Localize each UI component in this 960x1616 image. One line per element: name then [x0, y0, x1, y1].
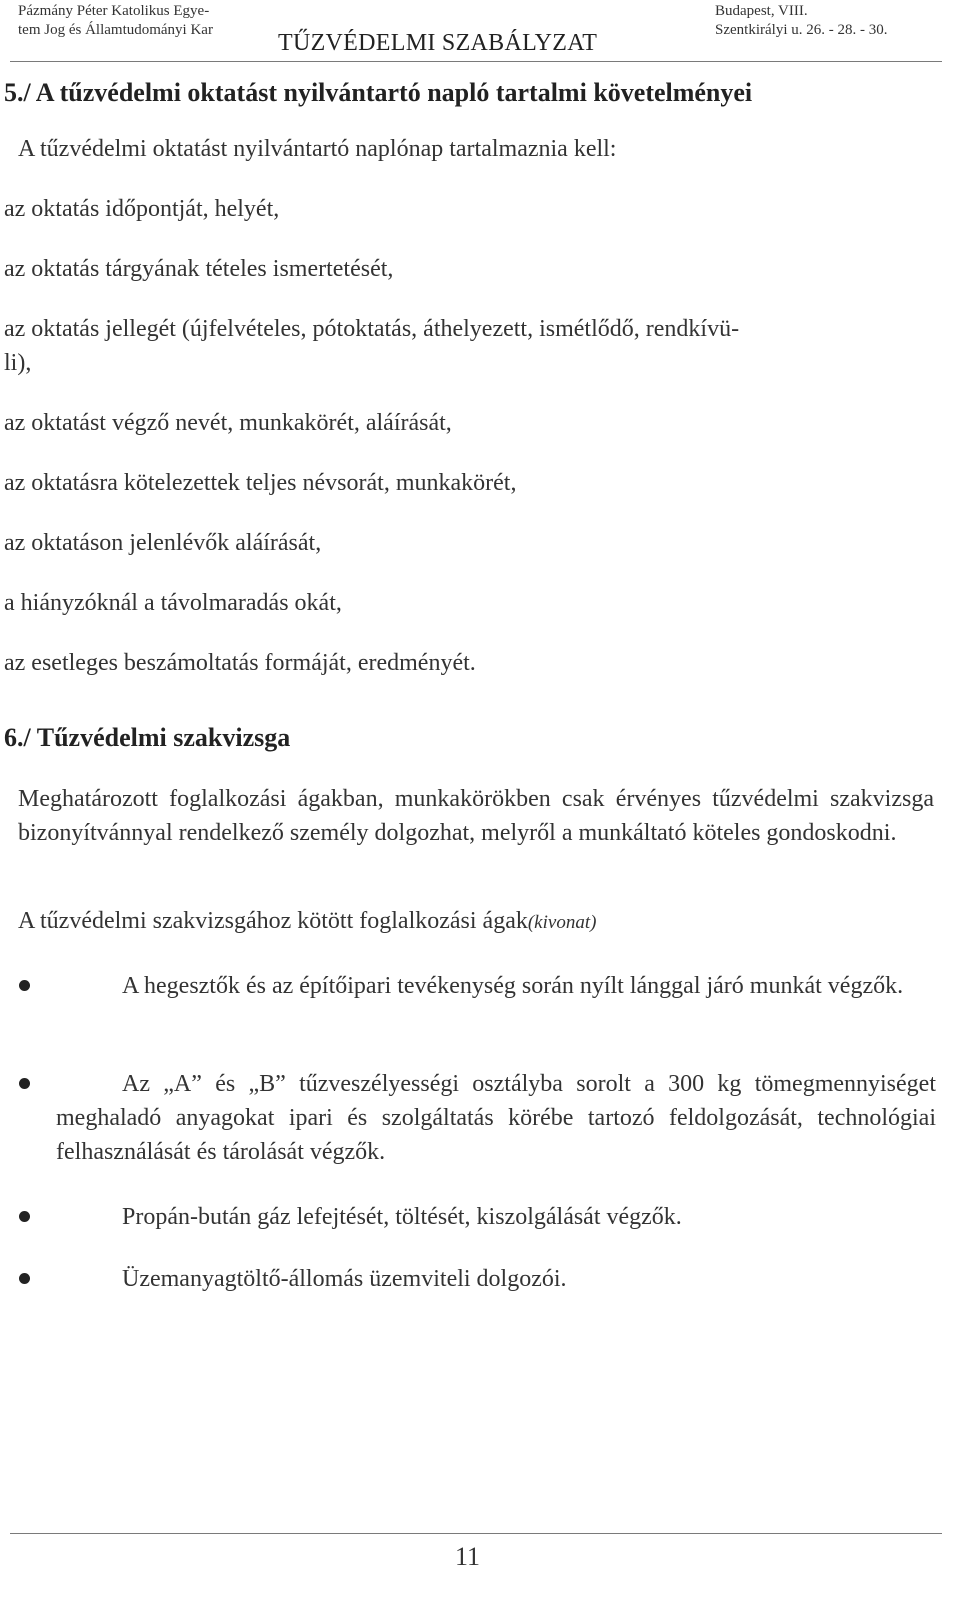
- list-item: az esetleges beszámoltatás formáját, eredményét.: [4, 650, 476, 676]
- list-intro-text: A tűzvédelmi szakvizsgához kötött foglalkozási ágak: [18, 908, 528, 934]
- header-document-title: TŰZVÉDELMI SZABÁLYZAT: [278, 30, 598, 56]
- bullet-item: Propán-bután gáz lefejtését, töltését, kiszolgálását végzők.: [122, 1204, 682, 1230]
- section6-paragraph: Meghatározott foglalkozási ágakban, munkakörökben csak érvényes tűzvédelmi szakvizsga bizonyítvánnyal rendelkező személy dolgozhat, melyről a munkáltató köteles gondoskodni.: [18, 786, 934, 846]
- header-rule: [10, 61, 942, 62]
- bullet-icon: [19, 1273, 30, 1284]
- header-institution-line2: tem Jog és Államtudományi Kar: [18, 22, 213, 38]
- list-item: az oktatást végző nevét, munkakörét, aláírását,: [4, 410, 452, 436]
- list-item: az oktatás jellegét (újfelvételes, pótoktatás, áthelyezett, ismétlődő, rendkívü-: [4, 316, 740, 342]
- bullet-item: A hegesztők és az építőipari tevékenység során nyílt lánggal járó munkát végzők.: [122, 973, 904, 999]
- bullet-item: Üzemanyagtöltő-állomás üzemviteli dolgozói.: [122, 1266, 567, 1292]
- bullet-icon: [19, 1078, 30, 1089]
- list-item: az oktatás időpontját, helyét,: [4, 196, 280, 222]
- footer-rule: [10, 1533, 942, 1534]
- header-address-line1: Budapest, VIII.: [715, 3, 808, 19]
- bullet-item: Az „A” és „B” tűzveszélyességi osztályba sorolt a 300 kg tömegmennyiséget meghaladó anyagokat ipari és szolgáltatás körébe tartozó feldolgozását, technológiai felhasználását és tárolását végzők.: [56, 1071, 936, 1165]
- list-item-continuation: li),: [4, 350, 32, 376]
- page-number: 11: [455, 1542, 481, 1571]
- list-intro-note: (kivonat): [527, 912, 597, 933]
- bullet-icon: [19, 1211, 30, 1222]
- header-institution-line1: Pázmány Péter Katolikus Egye-: [18, 3, 210, 19]
- header-address-line2: Szentkirályi u. 26. - 28. - 30.: [715, 22, 888, 38]
- list-item: a hiányzóknál a távolmaradás okát,: [4, 590, 342, 616]
- list-item: az oktatás tárgyának tételes ismertetését,: [4, 256, 394, 282]
- section6-heading: 6./ Tűzvédelmi szakvizsga: [4, 723, 291, 752]
- section5-heading: 5./ A tűzvédelmi oktatást nyilvántartó napló tartalmi követelményei: [4, 78, 753, 107]
- section5-intro: A tűzvédelmi oktatást nyilvántartó naplónap tartalmaznia kell:: [18, 136, 617, 162]
- bullet-icon: [19, 980, 30, 991]
- section6-list-intro: [18, 908, 596, 935]
- list-item: az oktatáson jelenlévők aláírását,: [4, 530, 322, 556]
- list-item: az oktatásra kötelezettek teljes névsorát, munkakörét,: [4, 470, 517, 496]
